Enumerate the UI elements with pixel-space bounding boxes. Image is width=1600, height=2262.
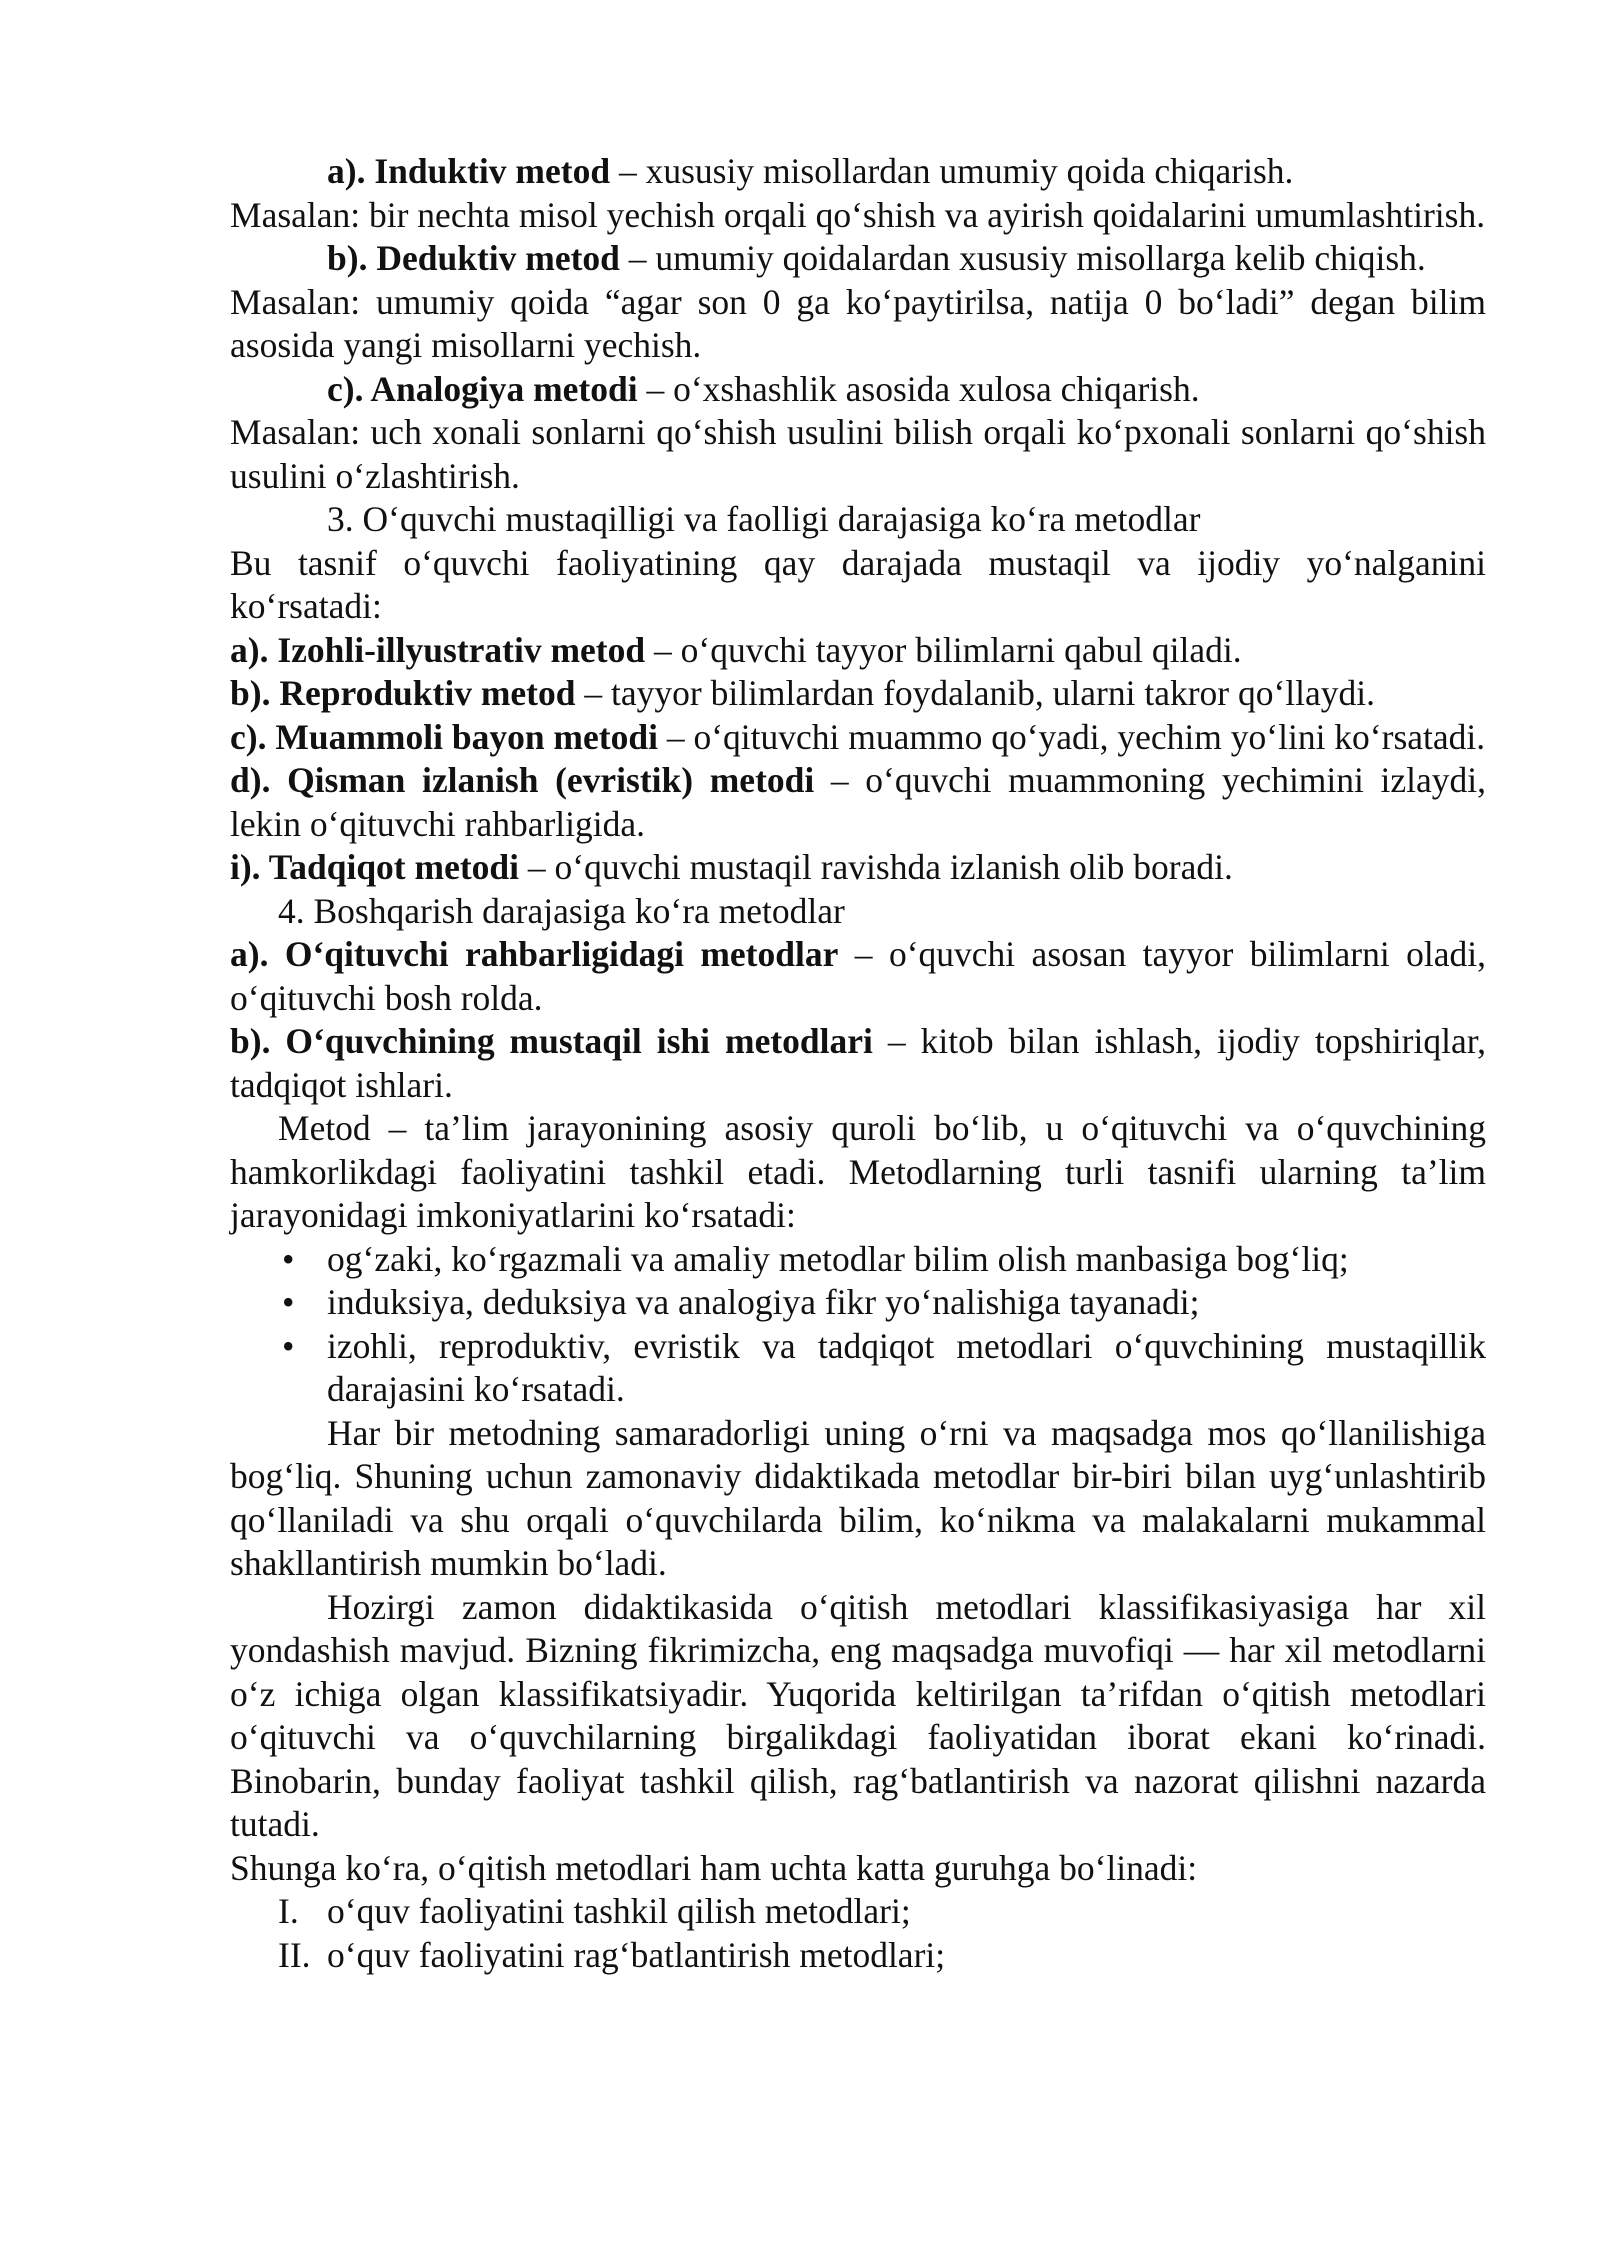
- term-label: c). Analogiya metodi: [327, 368, 638, 409]
- paragraph-research-method: [230, 846, 1486, 890]
- list-item-text: induksiya, deduksiya va analogiya fikr yo‘nalishiga tayanadi;: [327, 1282, 1200, 1322]
- term-label: a). O‘qituvchi rahbarligidagi metodlar: [230, 934, 839, 974]
- document-page: [230, 150, 1486, 1977]
- paragraph-inductive-method: [230, 150, 1486, 194]
- term-definition: – o‘quvchi mustaqil ravishda izlanish olib boradi.: [519, 847, 1233, 887]
- list-item-text: o‘quv faoliyatini rag‘batlantirish metodlari;: [327, 1934, 946, 1975]
- term-label: b). Reproduktiv metod: [230, 673, 576, 713]
- paragraph-heuristic-method: [230, 759, 1486, 846]
- paragraph-intro: Bu tasnif o‘quvchi faoliyatining qay darajada mustaqil va ijodiy yo‘nalganini ko‘rsatadi:: [230, 542, 1486, 626]
- term-definition: – tayyor bilimlardan foydalanib, ularni takror qo‘llaydi.: [575, 673, 1376, 713]
- list-item-text: izohli, reproduktiv, evristik va tadqiqot metodlari o‘quvchining mustaqillik darajasini ko‘rsatadi.: [327, 1325, 1486, 1409]
- bullet-icon: •: [282, 1282, 295, 1322]
- bullet-list: [230, 1238, 1486, 1412]
- term-definition: – o‘quvchi tayyor bilimlarni qabul qiladi.: [645, 629, 1242, 670]
- paragraph-problem-method: [230, 716, 1486, 760]
- term-label: d). Qisman izlanish (evristik) metodi: [230, 760, 815, 800]
- term-definition: – o‘xshashlik asosida xulosa chiqarish.: [637, 368, 1200, 409]
- term-label: b). O‘quvchining mustaqil ishi metodlari: [230, 1021, 873, 1061]
- term-label: i). Tadqiqot metodi: [230, 847, 520, 887]
- list-item: [230, 1238, 1486, 1282]
- term-label: c). Muammoli bayon metodi: [230, 716, 658, 757]
- paragraph-independent-work-methods: [230, 1020, 1486, 1107]
- list-item-text: og‘zaki, ko‘rgazmali va amaliy metodlar bilim olish manbasiga bog‘liq;: [327, 1238, 1349, 1279]
- term-definition: – kitob bilan ishlash, ijodiy topshiriqlar, tadqiqot ishlari.: [230, 1021, 1486, 1105]
- paragraph-example: Masalan: umumiy qoida “agar son 0 ga ko‘paytirilsa, natija 0 bo‘ladi” degan bilim asosida yangi misollarni yechish.: [230, 281, 1486, 365]
- paragraph-classification: Hozirgi zamon didaktikasida o‘qitish metodlari klassifikasiyasiga har xil yondashish mavjud. Bizning fikrimizcha, eng maqsadga muvofiqi — har xil metodlarni o‘z ichiga olgan klassifikatsiyadir. Yuqorida keltirilgan ta’rifdan o‘qitish metodlari o‘qituvchi va o‘quvchilarning birgalikdagi faoliyatidan iborat ekani ko‘rinadi. Binobarin, bunday faoliyat tashkil qilish, rag‘batlantirish va nazorat qilishni nazarda tutadi.: [230, 1586, 1486, 1844]
- term-definition: – xususiy misollardan umumiy qoida chiqarish.: [610, 151, 1294, 191]
- bullet-icon: •: [282, 1325, 295, 1366]
- roman-list: [230, 1890, 1486, 1977]
- term-definition: – umumiy qoidalardan xususiy misollarga kelib chiqish.: [619, 238, 1426, 278]
- term-definition: – o‘qituvchi muammo qo‘yadi, yechim yo‘lini ko‘rsatadi.: [657, 716, 1486, 757]
- list-number: II.: [278, 1934, 311, 1975]
- term-definition: – o‘quvchi asosan tayyor bilimlarni oladi, o‘qituvchi bosh rolda.: [230, 934, 1487, 1018]
- paragraph-deductive-method: [230, 237, 1486, 281]
- term-label: a). Induktiv metod: [327, 151, 611, 191]
- list-item: [230, 1934, 1486, 1978]
- paragraph-effectiveness: Har bir metodning samaradorligi uning o‘rni va maqsadga mos qo‘llanilishiga bog‘liq. Shuning uchun zamonaviy didaktikada metodlar bir-biri bilan uyg‘unlashtirib qo‘llaniladi va shu orqali o‘quvchilarda bilim, ko‘nikma va malakalarni mukammal shakllantirish mumkin bo‘ladi.: [230, 1412, 1486, 1583]
- paragraph-explanatory-method: [230, 629, 1486, 673]
- section-heading-management: 4. Boshqarish darajasiga ko‘ra metodlar: [278, 890, 845, 931]
- bullet-icon: •: [282, 1238, 295, 1279]
- list-item: [230, 1325, 1486, 1412]
- list-number: I.: [278, 1891, 299, 1931]
- term-label: b). Deduktiv metod: [327, 238, 620, 278]
- term-label: a). Izohli-illyustrativ metod: [230, 629, 646, 670]
- term-definition: – o‘quvchi muammoning yechimini izlaydi, lekin o‘qituvchi rahbarligida.: [230, 760, 1487, 844]
- section-heading-independence: 3. O‘quvchi mustaqilligi va faolligi darajasiga ko‘ra metodlar: [327, 499, 1201, 539]
- paragraph-teacher-led-methods: [230, 933, 1486, 1020]
- paragraph-reproductive-method: [230, 672, 1486, 716]
- paragraph-groups-intro: Shunga ko‘ra, o‘qitish metodlari ham uchta katta guruhga bo‘linadi:: [230, 1847, 1198, 1888]
- paragraph-analogy-method: [230, 368, 1486, 412]
- paragraph-example: Masalan: bir nechta misol yechish orqali qo‘shish va ayirish qoidalarini umumlashtirish.: [230, 194, 1486, 235]
- list-item: [230, 1890, 1486, 1934]
- list-item-text: o‘quv faoliyatini tashkil qilish metodlari;: [327, 1891, 911, 1931]
- paragraph-example: Masalan: uch xonali sonlarni qo‘shish usulini bilish orqali ko‘pxonali sonlarni qo‘shish usulini o‘zlashtirish.: [230, 412, 1486, 496]
- paragraph-method-summary: Metod – ta’lim jarayonining asosiy quroli bo‘lib, u o‘qituvchi va o‘quvchining hamkorlikdagi faoliyatini tashkil etadi. Metodlarning turli tasnifi ularning ta’lim jarayonidagi imkoniyatlarini ko‘rsatadi:: [230, 1108, 1486, 1235]
- list-item: [230, 1281, 1486, 1325]
